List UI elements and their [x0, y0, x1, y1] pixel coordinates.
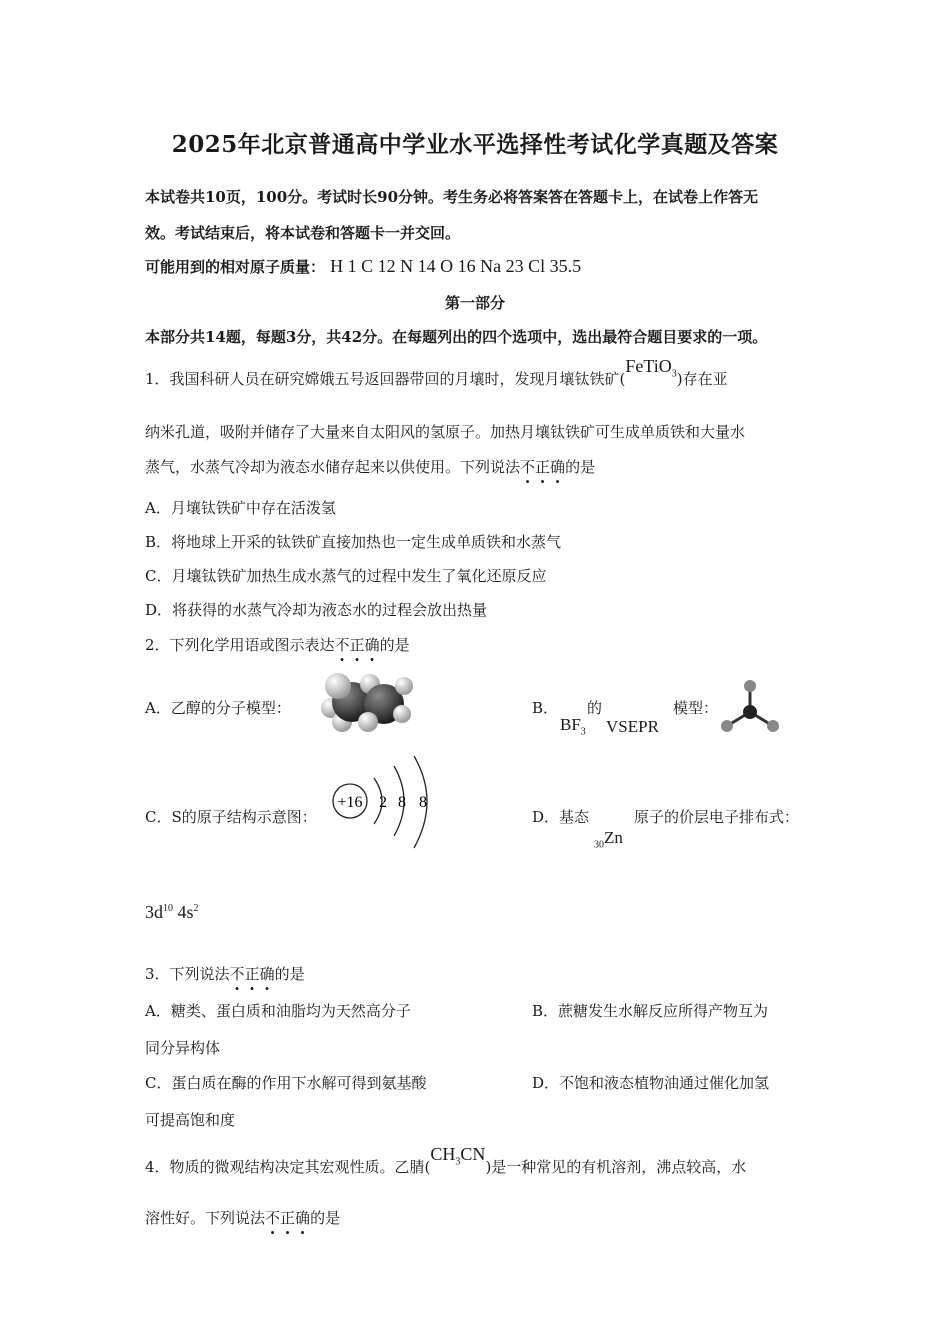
bf3-formula [560, 715, 586, 737]
q2-option-b-label-a: B． [532, 699, 559, 717]
q1-line-3-b: 的是 [565, 458, 596, 476]
q1-line-1 [145, 356, 728, 392]
q1-option-c: C．月壤钛铁矿加热生成水蒸气的过程中发生了氧化还原反应 [145, 567, 547, 585]
q2-emph-1: 不 [334, 636, 350, 654]
q1-emph-1: 不 [520, 458, 536, 476]
q2-option-d-label-a: D．基态 [532, 808, 590, 826]
q2-option-b-label-c: 模型： [673, 699, 719, 717]
fluorine-atom [744, 680, 756, 692]
hydrogen-atom [395, 677, 413, 695]
q4-formula-sub: 3 [455, 1156, 461, 1168]
intro-line-1: 本试卷共10页，100分。考试时长90分钟。考生务必将答案答在答题卡上，在试卷上作答无 [145, 188, 759, 206]
config-4s-sup: 2 [193, 903, 199, 914]
intro-line-2: 效。考试结束后，将本试卷和答题卡一并交回。 [145, 224, 461, 242]
q4-emph-1: 不 [265, 1209, 281, 1227]
fluorine-atom [767, 720, 779, 732]
q3-option-a: A．糖类、蛋白质和油脂均为天然高分子 [145, 1002, 411, 1020]
hydrogen-atom [358, 712, 378, 732]
q4-emph-3: 确 [295, 1209, 311, 1227]
q2-stem-a: 2．下列化学用语或图示表达 [145, 636, 335, 654]
q1-formula [625, 356, 677, 380]
q2-option-c-label: C．S的原子结构示意图： [145, 808, 317, 826]
part-instruction: 本部分共14题，每题3分，共42分。在每题列出的四个选项中，选出最符合题目要求的一项。 [145, 328, 768, 346]
q2-emph-3: 确 [364, 636, 380, 654]
q2-emph-2: 正 [349, 636, 365, 654]
config-3d-sup: 10 [163, 903, 173, 914]
q4-line-2-b: 的是 [310, 1209, 341, 1227]
bf3-vsepr-figure [718, 678, 782, 738]
hydrogen-atom [393, 705, 411, 723]
q2-stem-b: 的是 [379, 636, 410, 654]
q3-emph-3: 确 [259, 965, 275, 983]
q1-option-b: B．将地球上开采的钛铁矿直接加热也一定生成单质铁和水蒸气 [145, 533, 562, 551]
q1-option-d: D．将获得的水蒸气冷却为液态水的过程会放出热量 [145, 601, 488, 619]
q1-text-b: )存在亚 [676, 370, 728, 388]
q3-option-d: D．不饱和液态植物油通过催化加氢 [532, 1074, 770, 1092]
vsepr-label: VSEPR [606, 717, 659, 736]
q4-text-a: 4．物质的微观结构决定其宏观性质。乙腈( [145, 1158, 431, 1176]
q3-option-b: B．蔗糖发生水解反应所得产物互为 [532, 1002, 769, 1020]
page-title: 2025年北京普通高中学业水平选择性考试化学真题及答案 [171, 131, 779, 158]
zinc-electron-config [145, 902, 199, 923]
q2-stem [145, 634, 410, 655]
q4-line-2-a: 溶性好。下列说法 [145, 1209, 266, 1227]
bf3-sub: 3 [580, 726, 586, 738]
zinc-symbol [594, 828, 623, 850]
q2-option-b-label-b: 的 [587, 699, 603, 717]
q1-emph-3: 确 [550, 458, 566, 476]
q1-line-3-a: 蒸气，水蒸气冷却为液态水储存起来以供使用。下列说法 [145, 458, 521, 476]
fluorine-atom [721, 720, 733, 732]
q4-text-b: )是一种常见的有机溶剂，沸点较高，水 [485, 1158, 747, 1176]
q4-emph-2: 正 [280, 1209, 296, 1227]
q4-line-1 [145, 1144, 747, 1180]
atomic-mass-values: H 1 C 12 N 14 O 16 Na 23 Cl 35.5 [330, 256, 582, 276]
q4-formula-b: CN [460, 1144, 486, 1164]
oxygen-atom [325, 673, 351, 699]
q3-stem [145, 963, 305, 984]
q4-line-2 [145, 1207, 340, 1228]
q3-stem-a: 3．下列说法 [145, 965, 230, 983]
config-4s: 4s [177, 902, 194, 922]
atomic-mass-label: 可能用到的相对原子质量： [145, 258, 326, 276]
q1-emph-2: 正 [535, 458, 551, 476]
q3-emph-1: 不 [229, 965, 245, 983]
q2-option-a-label: A．乙醇的分子模型： [145, 699, 291, 717]
q4-formula [430, 1144, 486, 1168]
zinc-element: Zn [604, 828, 623, 847]
zinc-atomic-number: 30 [594, 839, 604, 851]
sulfur-atom-structure-figure [330, 752, 440, 852]
shell-2-electrons: 8 [398, 794, 406, 811]
atomic-mass-line [145, 256, 581, 277]
config-3d: 3d [145, 902, 163, 922]
q1-line-2: 纳米孔道，吸附并储存了大量来自太阳风的氢原子。加热月壤钛铁矿可生成单质铁和大量水 [145, 423, 746, 441]
ethanol-model-figure [300, 664, 420, 739]
q1-line-3 [145, 456, 595, 477]
boron-atom [743, 705, 757, 719]
q2-option-d-label-b: 原子的价层电子排布式： [634, 808, 800, 826]
q1-formula-sub: 3 [671, 368, 677, 380]
part-heading: 第一部分 [444, 294, 505, 312]
nucleus-charge: +16 [337, 794, 363, 811]
q3-option-b-cont: 同分异构体 [145, 1039, 221, 1057]
q1-option-a: A．月壤钛铁矿中存在活泼氢 [145, 499, 336, 517]
q3-stem-b: 的是 [274, 965, 305, 983]
q3-option-c: C．蛋白质在酶的作用下水解可得到氨基酸 [145, 1074, 427, 1092]
q3-option-d-cont: 可提高饱和度 [145, 1111, 236, 1129]
q4-formula-a: CH [430, 1144, 456, 1164]
shell-1-electrons: 2 [379, 794, 387, 811]
q3-emph-2: 正 [244, 965, 260, 983]
bf3-main: BF [560, 715, 581, 734]
q1-formula-main: FeTiO [625, 356, 672, 376]
q1-text-a: 1．我国科研人员在研究嫦娥五号返回器带回的月壤时，发现月壤钛铁矿( [145, 370, 626, 388]
shell-3-electrons: 8 [419, 794, 427, 811]
